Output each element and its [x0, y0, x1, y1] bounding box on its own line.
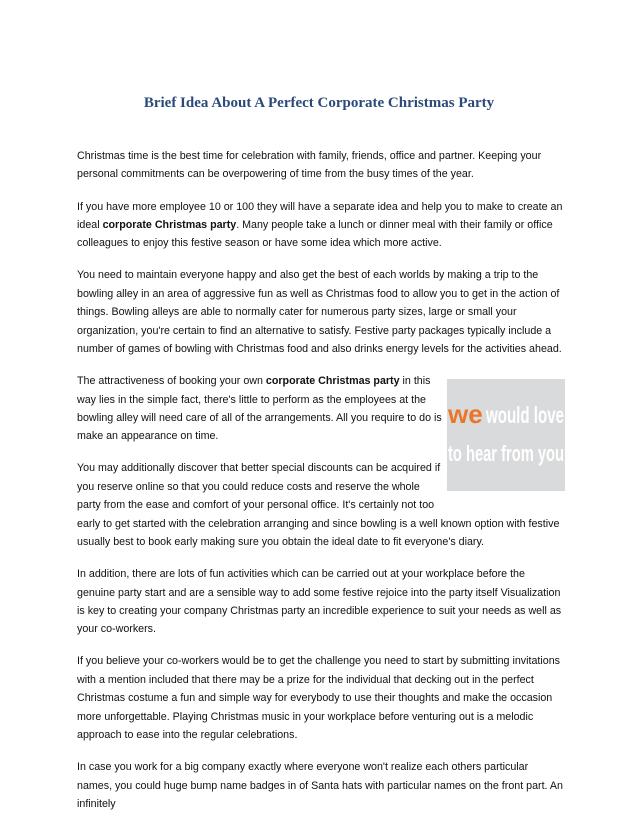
image-word-we: we [448, 399, 483, 430]
paragraph-5: You may additionally discover that better special discounts can be acquired if you reserve online so that you could reduce costs and reserve the whole party from the ease and comfort of your personal office. It's certainly not too early to get started with the celebration arranging and since bowling is a well known option with festive usually best to book early making sure you obtain the ideal date to fit everyone's diary. [77, 462, 560, 549]
corporate-christmas-party-link-2: corporate Christmas party [265, 375, 400, 388]
paragraph-2-text-b: . Many people take a lunch or dinner meal with their family or office colleagues to enjoy this festive season or have some idea which more active. [77, 218, 553, 250]
paragraph-2 [77, 198, 565, 253]
document-title: Brief Idea About A Perfect Corporate Christmas Party [143, 95, 495, 111]
corporate-christmas-party-link: corporate Christmas party [102, 218, 237, 231]
image-line1-text: would love [485, 402, 564, 429]
we-would-love-to-hear-from-you-image [447, 379, 565, 491]
paragraph-6: In addition, there are lots of fun activities which can be carried out at your workplace before the genuine party start and are a sensible way to add some festive rejoice into the party itself Visualization is key to creating your company Christmas party an incredible experience to suit your needs as well as your co-workers. [77, 568, 562, 636]
paragraph-2-text-a: If you have more employee 10 or 100 they will have a separate idea and help you to make to create an ideal [77, 200, 563, 231]
paragraph-1: Christmas time is the best time for celebration with family, friends, office and partner. Keeping your personal commitments can be overpowering of time from the busy times of the year. [77, 150, 542, 181]
paragraph-8: In case you work for a big company exactly where everyone won't realize each others particular names, you could huge bump name badges in of Santa hats with particular names on the front part. An infinitely [77, 761, 563, 810]
document-body [77, 147, 565, 827]
paragraph-4-text-a: The attractiveness of booking your own [77, 375, 266, 388]
paragraph-3: You need to maintain everyone happy and also get the best of each worlds by making a trip to the bowling alley in an area of aggressive fun as well as Christmas food to allow you to get in the action of things. Bowling alleys are able to normally cater for numerous party sizes, large or small your organization, you're certain to find an alternative to satisfy. Festive party packages typically include a number of games of bowling with Christmas food and also drinks energy levels for the activities ahead. [77, 269, 562, 356]
image-line2-text: to hear from you [448, 441, 564, 467]
paragraph-4-text-b: in this way lies in the simple fact, there's little to perform as the employees at the bowling alley will need care of all of the arrangements. All you require to do is make an appearance on time. [77, 375, 442, 443]
paragraph-7: If you believe your co-workers would be to get the challenge you need to start by submitting invitations with a mention included that there may be a prize for the individual that decking out in the perfect Christmas costume a fun and simple way for everybody to use their thoughts and make the occasion more unforgettable. Playing Christmas music in your workplace before venturing out is a melodic approach to ease into the regular celebrations. [77, 655, 560, 742]
